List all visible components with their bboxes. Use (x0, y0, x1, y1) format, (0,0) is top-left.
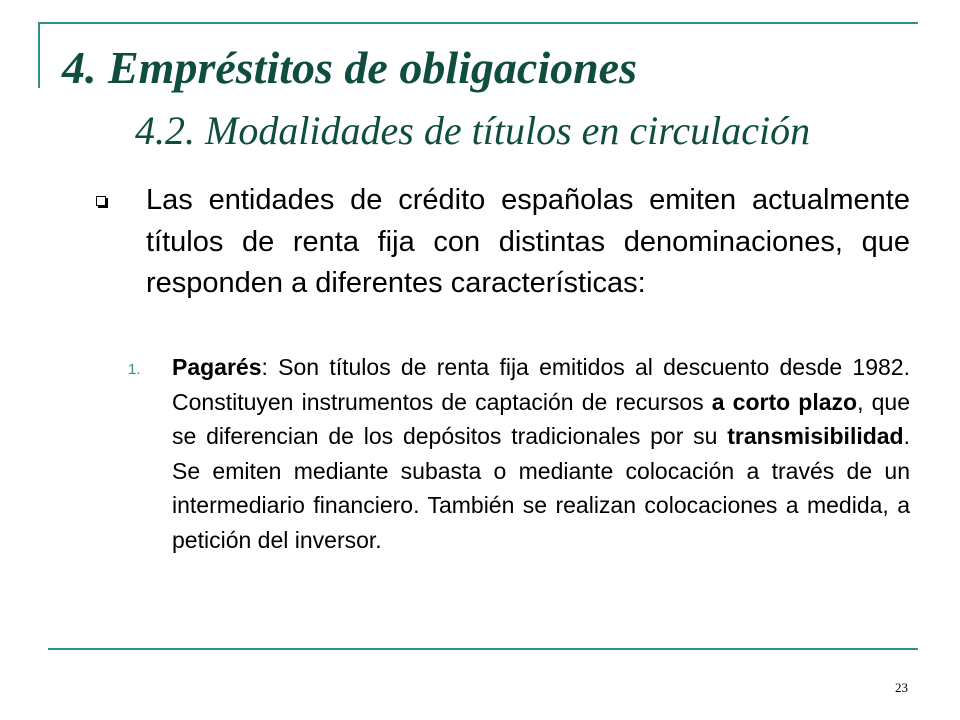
list-item-pagares (172, 350, 910, 557)
term-pagares: Pagarés (172, 354, 262, 380)
emphasis-corto-plazo: a corto plazo (711, 388, 858, 415)
item-text-part-1: : Son títulos de renta fija emitidos al descuento desde 1982. Constituyen instrumentos de captación de recursos (172, 354, 910, 415)
item-text-part-3: . Se emiten mediante subasta o mediante colocación a través de un intermediario financiero. También se realizan colocaciones a medida, a petición del inversor. (172, 423, 910, 553)
top-rule (38, 22, 918, 24)
item-text-part-2: , que se diferencian de los depósitos tradicionales por su (172, 388, 910, 449)
page-number: 23 (895, 680, 908, 695)
square-bullet-icon (96, 196, 106, 206)
emphasis-transmisibilidad: transmisibilidad (727, 423, 904, 449)
slide-subtitle: 4.2. Modalidades de títulos en circulación (135, 108, 811, 153)
list-item-number: 1. (128, 361, 141, 378)
intro-paragraph: Las entidades de crédito españolas emiten actualmente títulos de renta fija con distintas denominaciones, que responden a diferentes características: (146, 184, 910, 299)
bottom-rule (48, 648, 918, 650)
slide-title: 4. Empréstitos de obligaciones (62, 42, 637, 93)
left-rule (38, 22, 40, 88)
